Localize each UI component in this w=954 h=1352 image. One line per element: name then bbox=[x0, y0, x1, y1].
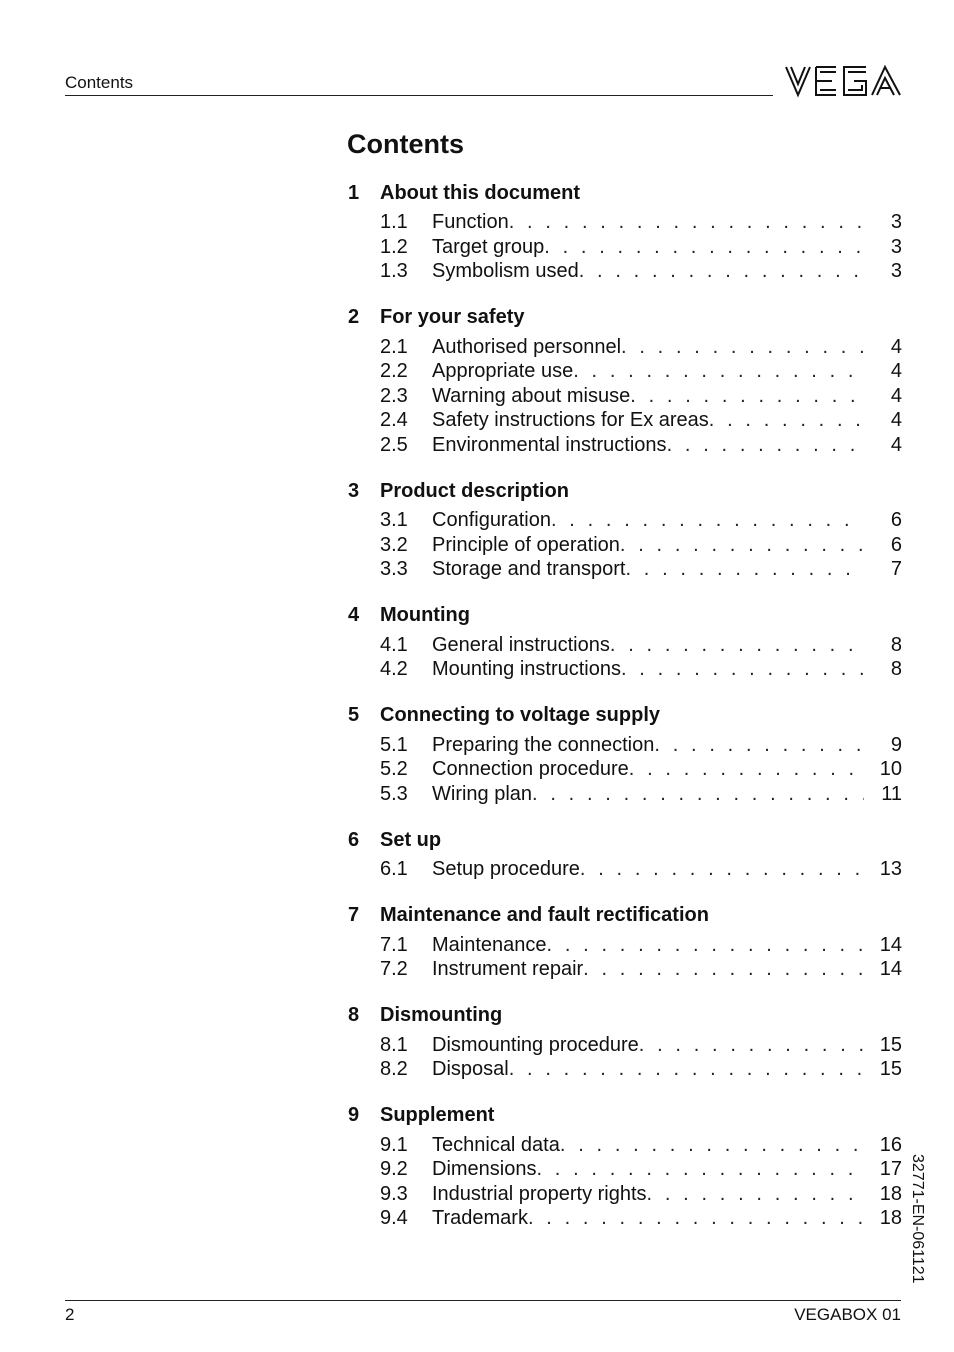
toc-chapter bbox=[348, 1001, 902, 1082]
toc-entry[interactable] bbox=[348, 210, 902, 235]
entry-title: Safety instructions for Ex areas bbox=[432, 409, 709, 431]
toc-entry[interactable] bbox=[348, 557, 902, 582]
entry-page-number: 4 bbox=[890, 409, 902, 431]
toc-chapter-heading[interactable] bbox=[348, 303, 902, 333]
toc-entry[interactable] bbox=[348, 335, 902, 360]
entry-title: Warning about misuse bbox=[432, 384, 631, 407]
toc-chapter-heading[interactable] bbox=[348, 825, 902, 855]
entry-title: Mounting instructions bbox=[432, 658, 621, 680]
entry-number: 3.1 bbox=[380, 509, 408, 531]
toc-entry[interactable] bbox=[348, 235, 902, 260]
entry-page-number: 6 bbox=[890, 533, 902, 556]
entry-page-number: 4 bbox=[890, 433, 902, 456]
chapter-title: Supplement bbox=[380, 1104, 495, 1126]
chapter-title: For your safety bbox=[380, 306, 525, 328]
entry-title: Dismounting procedure bbox=[432, 1033, 639, 1056]
entry-number: 2.2 bbox=[380, 360, 408, 382]
dot-leader bbox=[528, 1206, 864, 1231]
dot-leader bbox=[610, 633, 864, 658]
chapter-number: 8 bbox=[348, 1004, 360, 1026]
toc-entry[interactable] bbox=[348, 384, 902, 409]
entry-title-wrap bbox=[432, 359, 864, 384]
entry-number: 9.3 bbox=[380, 1182, 408, 1205]
dot-leader bbox=[639, 1033, 864, 1058]
running-header: Contents bbox=[65, 73, 134, 92]
entry-title: Target group bbox=[432, 235, 545, 258]
chapter-number: 6 bbox=[348, 828, 360, 851]
dot-leader bbox=[551, 508, 864, 533]
entry-number: 9.2 bbox=[380, 1158, 408, 1180]
entry-title-wrap bbox=[432, 633, 864, 658]
entry-number: 5.1 bbox=[380, 733, 408, 756]
entry-number: 9.1 bbox=[380, 1133, 408, 1156]
toc-entry[interactable] bbox=[348, 359, 902, 384]
entry-title: Appropriate use bbox=[432, 360, 574, 382]
toc-chapter bbox=[348, 825, 902, 882]
dot-leader bbox=[621, 657, 864, 682]
entry-number: 1.2 bbox=[380, 235, 408, 258]
chapter-number: 2 bbox=[348, 306, 360, 328]
entry-page-number: 7 bbox=[890, 558, 902, 580]
toc-chapter bbox=[348, 1101, 902, 1231]
entry-title: Preparing the connection bbox=[432, 733, 655, 756]
entry-title-wrap bbox=[432, 335, 864, 360]
entry-page-number: 17 bbox=[879, 1158, 902, 1180]
dot-leader bbox=[560, 1133, 864, 1158]
dot-leader bbox=[583, 957, 864, 982]
dot-leader bbox=[629, 757, 864, 782]
entry-number: 5.3 bbox=[380, 782, 408, 805]
entry-title-wrap bbox=[432, 557, 864, 582]
entry-title-wrap bbox=[432, 508, 864, 533]
toc-entry[interactable] bbox=[348, 508, 902, 533]
entry-number: 2.4 bbox=[380, 409, 408, 431]
toc-entry[interactable] bbox=[348, 1182, 902, 1207]
dot-leader bbox=[647, 1182, 864, 1207]
entry-page-number: 3 bbox=[890, 260, 902, 282]
footer-rule bbox=[65, 1300, 901, 1301]
entry-title: General instructions bbox=[432, 633, 610, 656]
chapter-title: Maintenance and fault rectification bbox=[380, 904, 709, 926]
chapter-title: Mounting bbox=[380, 604, 470, 626]
entry-title-wrap bbox=[432, 235, 864, 260]
entry-number: 1.3 bbox=[380, 260, 408, 282]
dot-leader bbox=[709, 408, 864, 433]
entry-title-wrap bbox=[432, 1057, 864, 1082]
table-of-contents bbox=[348, 178, 902, 1250]
entry-title: Environmental instructions bbox=[432, 433, 667, 456]
entry-title: Industrial property rights bbox=[432, 1182, 647, 1205]
chapter-title: Product description bbox=[380, 479, 569, 502]
entry-number: 2.1 bbox=[380, 335, 408, 358]
entry-page-number: 8 bbox=[890, 658, 902, 680]
dot-leader bbox=[536, 1157, 864, 1182]
entry-page-number: 13 bbox=[879, 858, 902, 880]
chapter-title: Dismounting bbox=[380, 1004, 503, 1026]
toc-entry[interactable] bbox=[348, 1206, 902, 1231]
entry-page-number: 8 bbox=[890, 633, 902, 656]
dot-leader bbox=[573, 359, 864, 384]
entry-title-wrap bbox=[432, 433, 864, 458]
toc-entry[interactable] bbox=[348, 933, 902, 958]
dot-leader bbox=[625, 557, 864, 582]
entry-title-wrap bbox=[432, 857, 864, 882]
entry-page-number: 4 bbox=[890, 335, 902, 358]
entry-page-number: 14 bbox=[879, 933, 902, 956]
toc-chapter-heading[interactable] bbox=[348, 901, 902, 931]
entry-page-number: 18 bbox=[879, 1207, 902, 1229]
entry-title: Storage and transport bbox=[432, 558, 626, 580]
entry-number: 1.1 bbox=[380, 211, 408, 233]
toc-chapter bbox=[348, 178, 902, 284]
entry-title-wrap bbox=[432, 408, 864, 433]
entry-title-wrap bbox=[432, 782, 864, 807]
entry-title: Instrument repair bbox=[432, 958, 584, 980]
entry-page-number: 14 bbox=[879, 958, 902, 980]
entry-title-wrap bbox=[432, 933, 864, 958]
chapter-title: Connecting to voltage supply bbox=[380, 704, 661, 726]
toc-chapter-heading[interactable] bbox=[348, 178, 902, 208]
entry-title-wrap bbox=[432, 210, 864, 235]
entry-title: Wiring plan bbox=[432, 782, 533, 805]
header-rule bbox=[65, 95, 773, 96]
entry-number: 8.1 bbox=[380, 1033, 408, 1056]
entry-page-number: 9 bbox=[890, 733, 902, 756]
dot-leader bbox=[580, 857, 864, 882]
entry-title: Trademark bbox=[432, 1207, 528, 1229]
toc-chapter-heading[interactable] bbox=[348, 476, 902, 506]
entry-page-number: 3 bbox=[890, 211, 902, 233]
entry-title: Principle of operation bbox=[432, 533, 620, 556]
entry-number: 3.3 bbox=[380, 558, 408, 580]
dot-leader bbox=[630, 384, 864, 409]
entry-number: 7.2 bbox=[380, 958, 408, 980]
chapter-number: 3 bbox=[348, 479, 360, 502]
toc-entry[interactable] bbox=[348, 757, 902, 782]
entry-title-wrap bbox=[432, 1033, 864, 1058]
toc-entry[interactable] bbox=[348, 408, 902, 433]
toc-chapter bbox=[348, 601, 902, 682]
dot-leader bbox=[509, 210, 864, 235]
entry-title: Connection procedure bbox=[432, 758, 629, 780]
toc-chapter-heading[interactable] bbox=[348, 601, 902, 631]
page-title: Contents bbox=[347, 129, 464, 159]
toc-chapter-heading[interactable] bbox=[348, 1101, 902, 1131]
document-code: 32771-EN-061121 bbox=[909, 1154, 926, 1284]
toc-entry[interactable] bbox=[348, 259, 902, 284]
entry-number: 8.2 bbox=[380, 1058, 408, 1080]
entry-page-number: 3 bbox=[890, 235, 902, 258]
entry-number: 5.2 bbox=[380, 758, 408, 780]
toc-entry[interactable] bbox=[348, 633, 902, 658]
entry-page-number: 4 bbox=[890, 360, 902, 382]
toc-chapter bbox=[348, 476, 902, 582]
entry-title: Technical data bbox=[432, 1133, 560, 1156]
entry-page-number: 10 bbox=[879, 758, 902, 780]
entry-title-wrap bbox=[432, 957, 864, 982]
dot-leader bbox=[579, 259, 864, 284]
toc-entry[interactable] bbox=[348, 782, 902, 807]
dot-leader bbox=[620, 533, 864, 558]
entry-title-wrap bbox=[432, 733, 864, 758]
entry-title: Disposal bbox=[432, 1058, 509, 1080]
dot-leader bbox=[532, 782, 864, 807]
entry-title: Symbolism used bbox=[432, 260, 579, 282]
entry-number: 4.1 bbox=[380, 633, 408, 656]
entry-title: Configuration bbox=[432, 509, 551, 531]
toc-entry[interactable] bbox=[348, 857, 902, 882]
chapter-number: 1 bbox=[348, 181, 360, 204]
dot-leader bbox=[544, 235, 864, 260]
chapter-number: 9 bbox=[348, 1104, 360, 1126]
entry-title: Maintenance bbox=[432, 933, 547, 956]
entry-title-wrap bbox=[432, 757, 864, 782]
entry-page-number: 6 bbox=[890, 509, 902, 531]
toc-chapter-heading[interactable] bbox=[348, 1001, 902, 1031]
entry-page-number: 15 bbox=[879, 1058, 902, 1080]
entry-page-number: 11 bbox=[881, 782, 902, 805]
chapter-title: About this document bbox=[380, 181, 580, 204]
vega-logo bbox=[784, 64, 902, 98]
entry-page-number: 4 bbox=[890, 384, 902, 407]
chapter-number: 4 bbox=[348, 604, 360, 626]
dot-leader bbox=[621, 335, 864, 360]
dot-leader bbox=[547, 933, 864, 958]
entry-title: Setup procedure bbox=[432, 858, 580, 880]
entry-title: Dimensions bbox=[432, 1158, 537, 1180]
toc-chapter-heading[interactable] bbox=[348, 701, 902, 731]
toc-entry[interactable] bbox=[348, 1133, 902, 1158]
entry-page-number: 15 bbox=[879, 1033, 902, 1056]
entry-title-wrap bbox=[432, 657, 864, 682]
chapter-title: Set up bbox=[380, 828, 442, 851]
chapter-number: 5 bbox=[348, 704, 360, 726]
entry-title-wrap bbox=[432, 533, 864, 558]
entry-number: 2.5 bbox=[380, 433, 408, 456]
dot-leader bbox=[667, 433, 864, 458]
toc-entry[interactable] bbox=[348, 1157, 902, 1182]
toc-chapter bbox=[348, 901, 902, 982]
entry-title-wrap bbox=[432, 1182, 864, 1207]
toc-chapter bbox=[348, 701, 902, 807]
entry-number: 2.3 bbox=[380, 384, 408, 407]
toc-entry[interactable] bbox=[348, 957, 902, 982]
entry-title-wrap bbox=[432, 1206, 864, 1231]
entry-page-number: 16 bbox=[879, 1133, 902, 1156]
toc-entry[interactable] bbox=[348, 1033, 902, 1058]
entry-title-wrap bbox=[432, 1157, 864, 1182]
entry-title-wrap bbox=[432, 259, 864, 284]
toc-entry[interactable] bbox=[348, 733, 902, 758]
footer-product-name: VEGABOX 01 bbox=[794, 1305, 901, 1324]
entry-number: 6.1 bbox=[380, 858, 408, 880]
entry-number: 4.2 bbox=[380, 658, 408, 680]
entry-number: 9.4 bbox=[380, 1207, 408, 1229]
toc-entry[interactable] bbox=[348, 657, 902, 682]
footer-page-number: 2 bbox=[65, 1305, 75, 1324]
entry-page-number: 18 bbox=[879, 1182, 902, 1205]
dot-leader bbox=[654, 733, 864, 758]
chapter-number: 7 bbox=[348, 904, 360, 926]
entry-title-wrap bbox=[432, 1133, 864, 1158]
entry-number: 7.1 bbox=[380, 933, 408, 956]
entry-number: 3.2 bbox=[380, 533, 408, 556]
toc-chapter bbox=[348, 303, 902, 458]
entry-title: Authorised personnel bbox=[432, 335, 622, 358]
entry-title: Function bbox=[432, 211, 509, 233]
toc-entry[interactable] bbox=[348, 1057, 902, 1082]
dot-leader bbox=[509, 1057, 864, 1082]
toc-entry[interactable] bbox=[348, 533, 902, 558]
entry-title-wrap bbox=[432, 384, 864, 409]
toc-entry[interactable] bbox=[348, 433, 902, 458]
